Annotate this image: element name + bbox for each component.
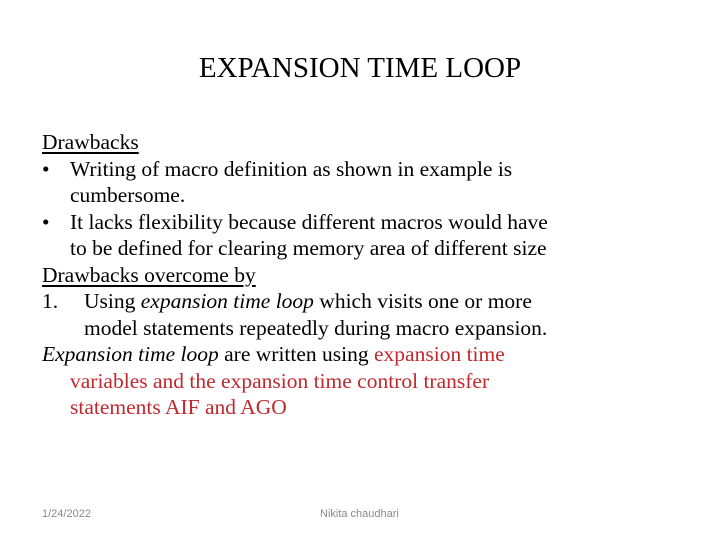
overcome-heading-line <box>42 262 692 289</box>
bullet-2-line-2: to be defined for clearing memory area of different size <box>70 236 547 260</box>
paragraph-italic-term: Expansion time loop <box>42 342 219 366</box>
paragraph-highlight-line-3: statements AIF and AGO <box>70 395 287 419</box>
overcome-heading: Drawbacks overcome by <box>42 262 256 287</box>
numbered-item-1-line-2: model statements repeatedly during macro expansion. <box>84 315 548 340</box>
bullet-icon: • <box>42 156 50 181</box>
paragraph-highlight-1: expansion time <box>374 342 505 366</box>
bullet-1-line-1 <box>42 156 692 183</box>
paragraph-line-1 <box>42 341 692 368</box>
bullet-1-line-2: cumbersome. <box>70 183 186 207</box>
footer-author: Nikita chaudhari <box>320 508 399 520</box>
bullet-2-text: It lacks flexibility because different macros would have <box>70 209 548 234</box>
numbered-item-1-line-1 <box>42 288 692 315</box>
slide-title: EXPANSION TIME LOOP <box>198 52 522 84</box>
footer-date: 1/24/2022 <box>42 508 91 520</box>
drawbacks-heading: Drawbacks <box>42 130 139 154</box>
slide-body <box>42 129 692 421</box>
bullet-2-line-1 <box>42 209 692 236</box>
item-number: 1. <box>42 289 59 313</box>
paragraph-highlight-line-2: variables and the expansion time control transfer <box>70 368 490 393</box>
bullet-1-text: Writing of macro definition as shown in example is <box>70 156 513 181</box>
item-1-text-before: Using <box>84 289 141 313</box>
item-1-italic-term: expansion time loop <box>140 289 314 313</box>
drawbacks-heading-line <box>42 129 692 156</box>
bullet-icon: • <box>42 209 50 234</box>
paragraph-text: are written using <box>218 342 375 366</box>
item-1-text-after: which visits one or more <box>313 289 532 313</box>
